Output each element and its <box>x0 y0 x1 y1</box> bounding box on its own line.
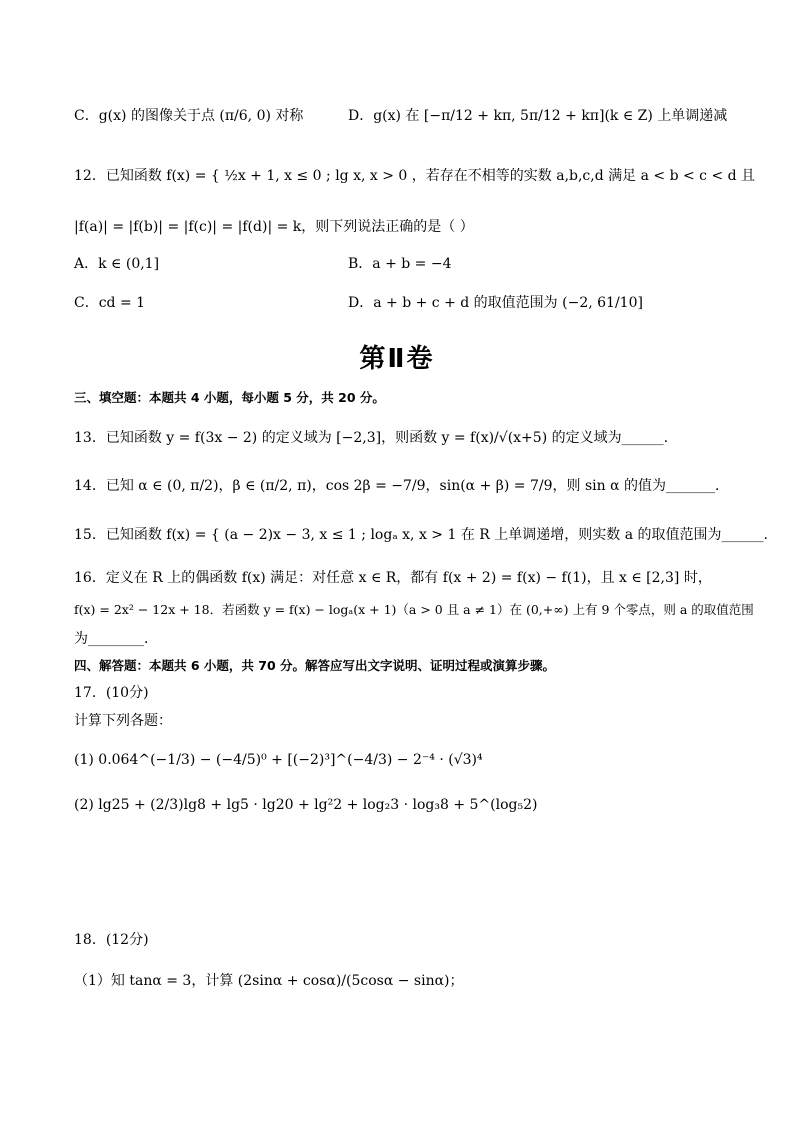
q16-line3: 为________． <box>74 631 158 647</box>
q12-stem-line2: |f(a)| = |f(b)| = |f(c)| = |f(d)| = k，则下列说法正确的是（ ） <box>74 219 474 235</box>
q17-part2: (2) lg25 + (2/3)lg8 + lg5 · lg20 + lg²2 + log₂3 · log₃8 + 5^(log₅2) <box>74 797 538 813</box>
q17-heading: 17．(10分) <box>74 685 149 701</box>
section4-heading: 四、解答题：本题共 6 小题，共 70 分。解答应写出文字说明、证明过程或演算步骤。 <box>74 658 556 673</box>
q12-option-a: A．k ∈ (0,1] <box>74 256 160 272</box>
section3-heading: 三、填空题：本题共 4 小题，每小题 5 分，共 20 分。 <box>74 390 385 405</box>
q12-option-c: C．cd = 1 <box>74 295 146 311</box>
q11-option-c: C．g(x) 的图像关于点 (π/6, 0) 对称 <box>74 108 304 124</box>
q12-stem-line1: 12．已知函数 f(x) = { ½x + 1, x ≤ 0 ; lg x, x > 0 ，若存在不相等的实数 a,b,c,d 满足 a < b < c < d 且 <box>74 168 756 184</box>
q14: 14．已知 α ∈ (0, π/2)，β ∈ (π/2, π)，cos 2β = −7/9，sin(α + β) = 7/9，则 sin α 的值为_______． <box>74 478 729 494</box>
q18-part1: （1）知 tanα = 3，计算 (2sinα + cosα)/(5cosα − sinα)； <box>74 973 464 989</box>
q17-part1: (1) 0.064^(−1/3) − (−4/5)⁰ + [(−2)³]^(−4/3) − 2⁻⁴ · (√3)⁴ <box>74 752 483 768</box>
q18-heading: 18．(12分) <box>74 932 149 948</box>
q15: 15．已知函数 f(x) = { (a − 2)x − 3, x ≤ 1 ; logₐ x, x > 1 在 R 上单调递增，则实数 a 的取值范围为______. <box>74 527 768 543</box>
q16-line1: 16．定义在 R 上的偶函数 f(x) 满足：对任意 x ∈ R，都有 f(x + 2) = f(x) − f(1)，且 x ∈ [2,3] 时， <box>74 570 712 586</box>
q11-option-d: D．g(x) 在 [−π/12 + kπ, 5π/12 + kπ](k ∈ Z) 上单调递减 <box>348 108 728 124</box>
q17-intro: 计算下列各题： <box>74 713 172 729</box>
q12-option-b: B．a + b = −4 <box>348 256 452 272</box>
q13: 13．已知函数 y = f(3x − 2) 的定义域为 [−2,3]，则函数 y = f(x)/√(x+5) 的定义域为______. <box>74 430 669 446</box>
q12-option-d: D．a + b + c + d 的取值范围为 (−2, 61/10] <box>348 295 643 311</box>
q16-line2: f(x) = 2x² − 12x + 18．若函数 y = f(x) − logₐ(x + 1)（a > 0 且 a ≠ 1）在 (0,+∞) 上有 9 个零点，则 a 的取值范围 <box>74 602 754 617</box>
part2-title: 第Ⅱ卷 <box>359 344 435 374</box>
